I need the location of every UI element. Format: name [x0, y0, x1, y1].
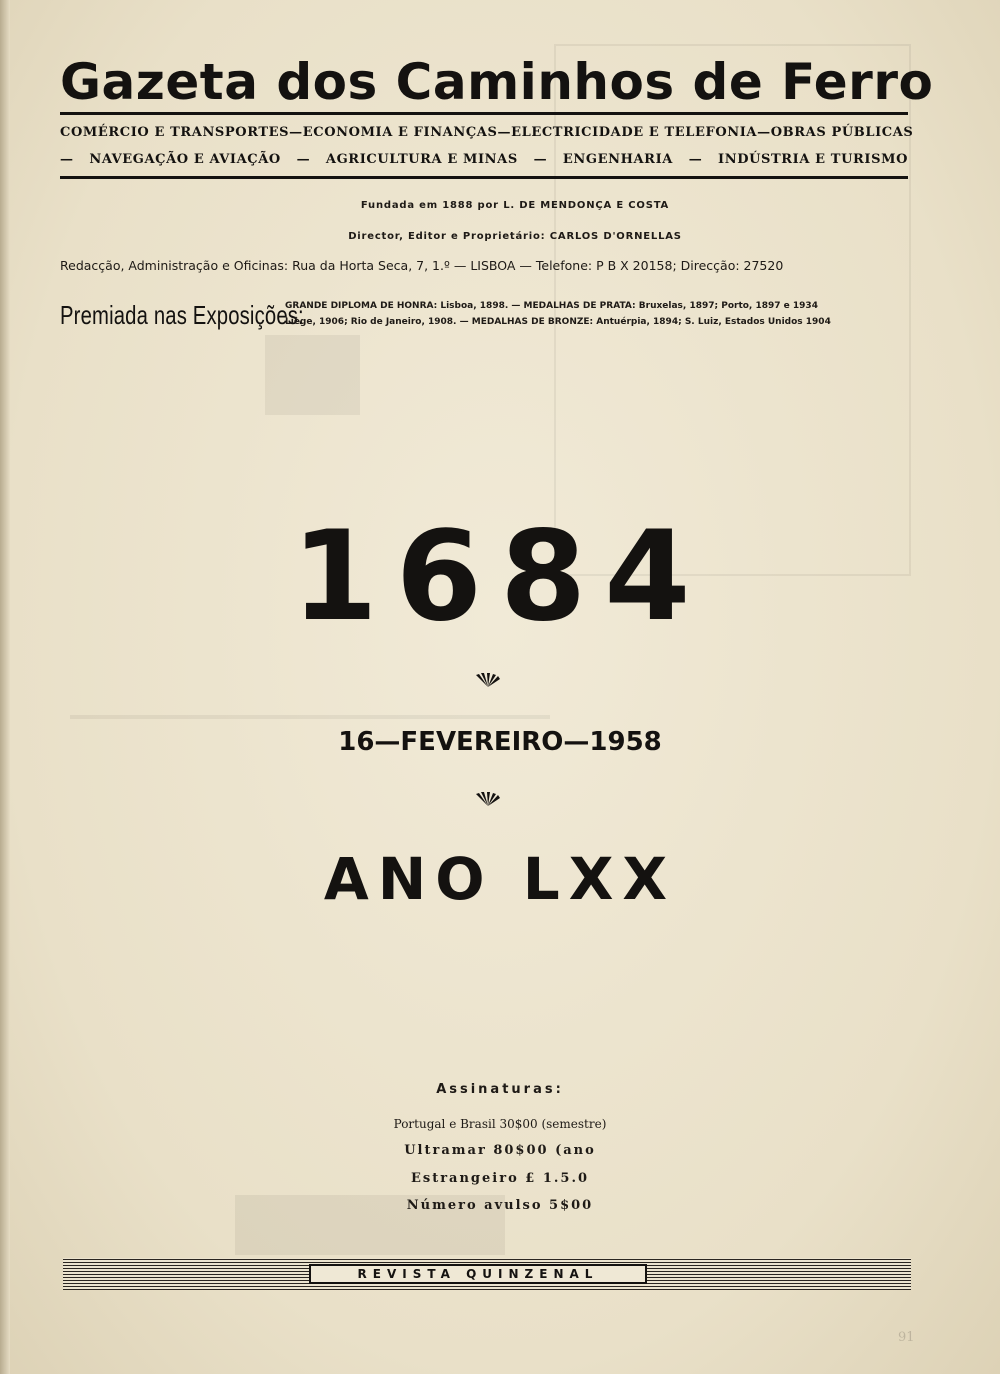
- address-line: Redacção, Administração e Oficinas: Rua da Horta Seca, 7, 1.º — LISBOA — Telefone: P B X 20158; Direcção: 27520: [60, 258, 784, 273]
- awards-label: Premiada nas Exposições:: [60, 300, 304, 330]
- topic: OBRAS PÚBLICAS: [770, 125, 914, 140]
- awards-line-2: Liège, 1906; Rio de Janeiro, 1908. — MEDALHAS DE BRONZE: Antuérpia, 1894; S. Luiz, Estados Unidos 1904: [285, 317, 831, 327]
- topic: ELECTRICIDADE E TELEFONIA: [511, 125, 758, 140]
- issue-year: ANO LXX: [323, 845, 677, 913]
- awards-line-1: GRANDE DIPLOMA DE HONRA: Lisboa, 1898. — MEDALHAS DE PRATA: Bruxelas, 1897; Porto, 1897 e 1934: [285, 301, 818, 311]
- topics-line-1: [60, 125, 914, 140]
- price-portugal-brasil: Portugal e Brasil 30$00 (semestre): [393, 1117, 607, 1131]
- price-avulso: Número avulso 5$00: [406, 1198, 594, 1213]
- topic: NAVEGAÇÃO E AVIAÇÃO: [89, 152, 281, 167]
- page-number: 91: [898, 1330, 915, 1345]
- topic-separator: —: [296, 152, 311, 167]
- topic: INDÚSTRIA E TURISMO: [718, 152, 908, 167]
- topic: COMÉRCIO E TRANSPORTES: [60, 125, 290, 140]
- magazine-title: Gazeta dos Caminhos de Ferro: [60, 53, 934, 111]
- topic-separator: —: [289, 125, 303, 140]
- topics-line-2: [60, 152, 908, 167]
- topic: ECONOMIA E FINANÇAS: [302, 125, 498, 140]
- topic-separator: —: [757, 125, 771, 140]
- price-ultramar: Ultramar 80$00 (ano: [404, 1143, 596, 1158]
- topic-separator: —: [60, 152, 74, 167]
- issue-date: 16—FEVEREIRO—1958: [338, 727, 662, 757]
- topic-separator: —: [497, 125, 512, 140]
- issue-number: 1684: [291, 505, 709, 649]
- topic: ENGENHARIA: [562, 152, 673, 167]
- awards-list: [285, 298, 910, 330]
- footer-band-label: REVISTA QUINZENAL: [309, 1264, 647, 1284]
- founding-line: Fundada em 1888 por L. DE MENDONÇA E COSTA: [360, 200, 670, 211]
- subscriptions-heading: Assinaturas:: [436, 1082, 564, 1097]
- ornament-fan-icon: [474, 792, 502, 808]
- director-line: Director, Editor e Proprietário: CARLOS D'ORNELLAS: [348, 231, 682, 242]
- title-rule: [60, 112, 908, 115]
- ornament-fan-icon: [474, 673, 502, 689]
- price-estrangeiro: Estrangeiro £ 1.5.0: [410, 1171, 590, 1186]
- topic-separator: —: [688, 152, 703, 167]
- topic-separator: —: [533, 152, 548, 167]
- topic: AGRICULTURA E MINAS: [325, 152, 518, 167]
- topics-rule: [60, 176, 908, 179]
